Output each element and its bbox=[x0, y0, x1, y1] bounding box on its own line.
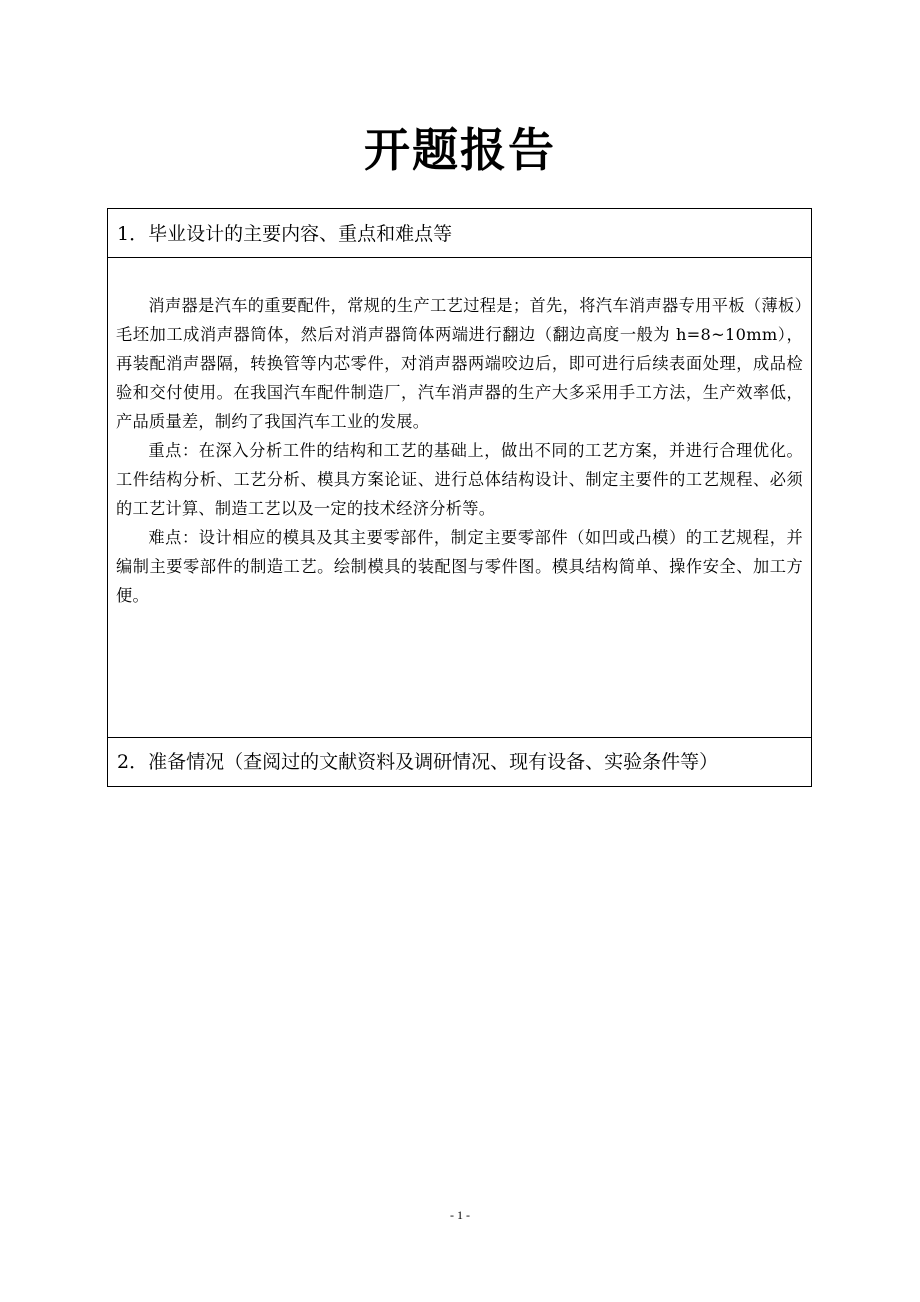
page-number: - 1 - bbox=[450, 1208, 470, 1222]
paragraph-muffler-process: 消声器是汽车的重要配件，常规的生产工艺过程是；首先，将汽车消声器专用平板（薄板）毛坯加工成消声器筒体，然后对消声器筒体两端进行翻边（翻边高度一般为 h=8~10mm），再装配消声器隔，转换管等内芯零件，对消声器两端咬边后，即可进行后续表面处理，成品检验和交付使用。在我国汽车配件制造厂，汽车消声器的生产大多采用手工方法，生产效率低，产品质量差，制约了我国汽车工业的发展。 bbox=[116, 296, 803, 431]
section-2-heading: 2．准备情况（查阅过的文献资料及调研情况、现有设备、实验条件等） bbox=[117, 751, 719, 773]
page-title: 开题报告 bbox=[364, 123, 556, 177]
paragraph-key-points: 重点：在深入分析工件的结构和工艺的基础上，做出不同的工艺方案，并进行合理优化。工件结构分析、工艺分析、模具方案论证、进行总体结构设计、制定主要件的工艺规程、必须的工艺计算、制造工艺以及一定的技术经济分析等。 bbox=[116, 441, 803, 518]
section-1-content bbox=[108, 258, 811, 738]
section-1-heading: 1．毕业设计的主要内容、重点和难点等 bbox=[108, 209, 811, 258]
report-table bbox=[107, 208, 812, 787]
paragraph-difficulties: 难点：设计相应的模具及其主要零部件，制定主要零部件（如凹或凸模）的工艺规程，并编制主要零部件的制造工艺。绘制模具的装配图与零件图。模具结构简单、操作安全、加工方便。 bbox=[116, 528, 803, 605]
